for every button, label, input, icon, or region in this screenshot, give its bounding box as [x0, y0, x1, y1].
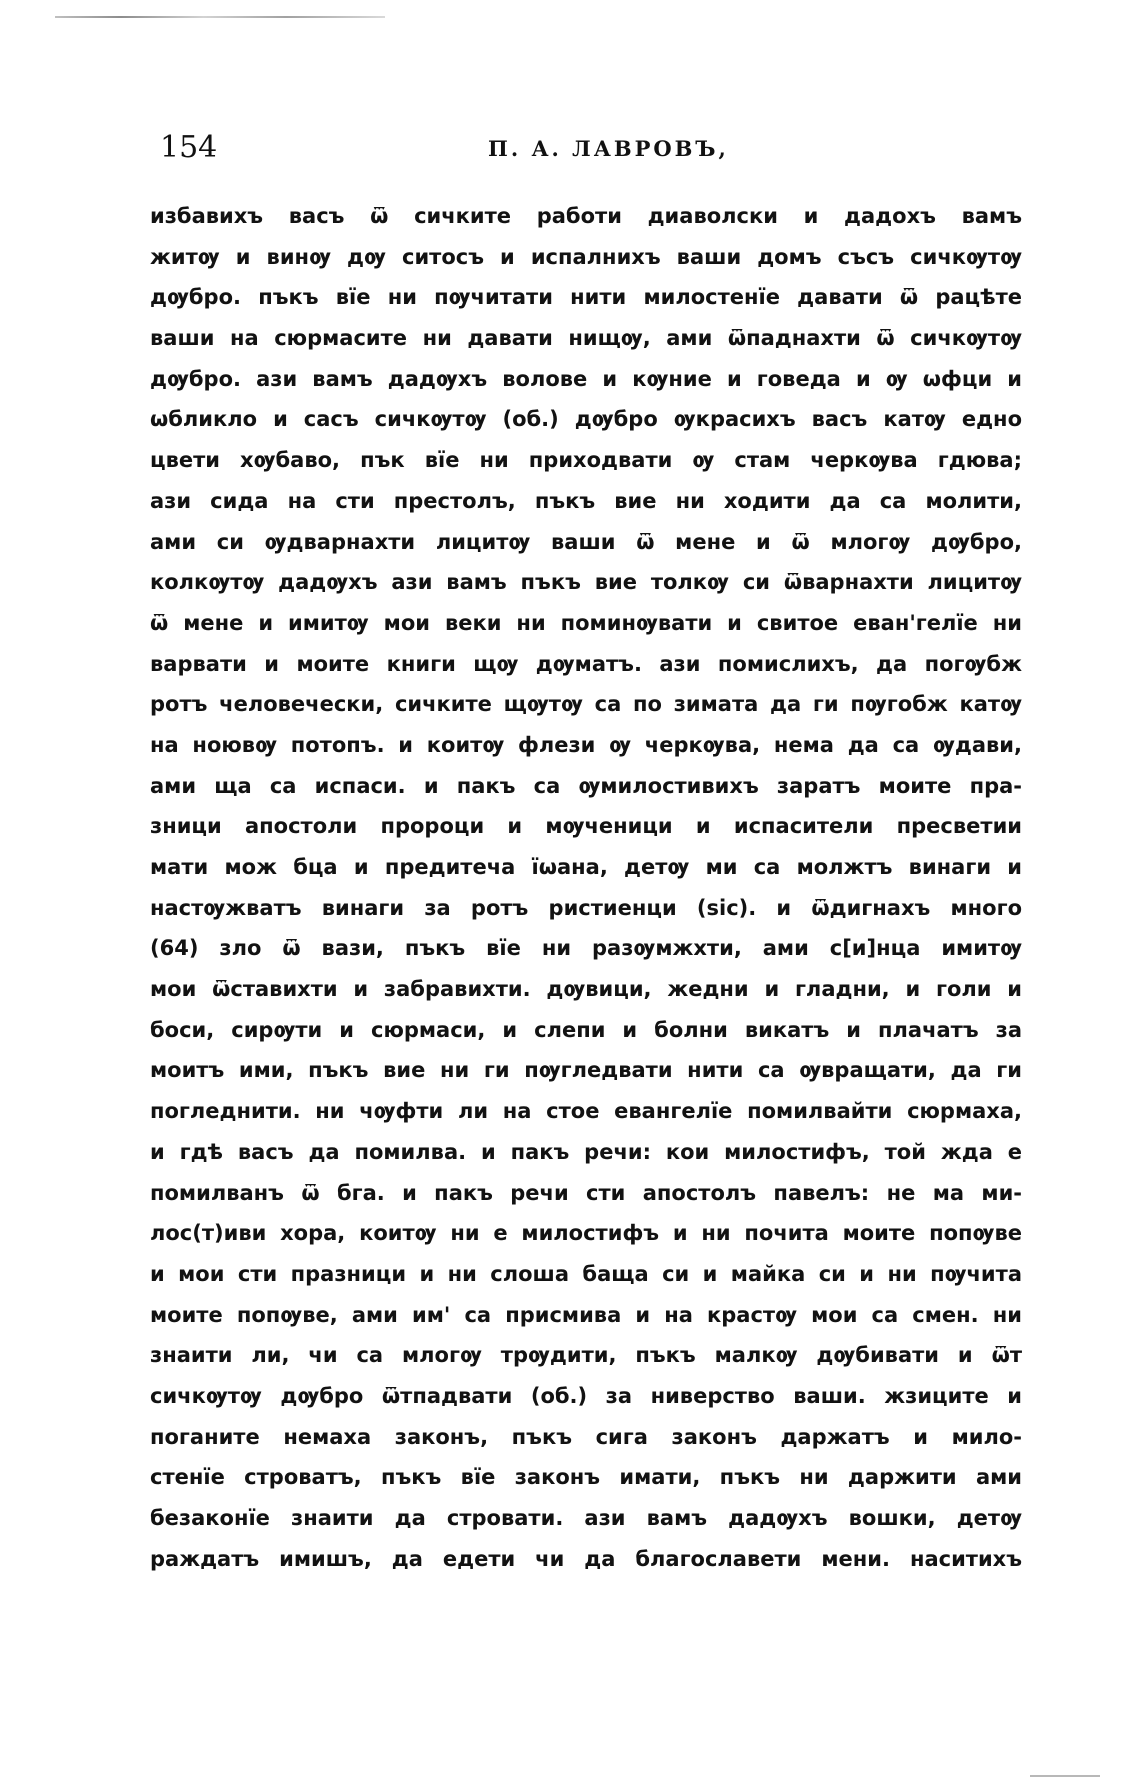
text-line: боси, сирѹти и сюрмаси, и слепи и болни викатъ и плачатъ за [150, 1017, 1022, 1042]
text-line: раждатъ имишъ, да едети чи да благославети мени. наситихъ [150, 1546, 1022, 1571]
text-line: мои ѿставихти и забравихти. дѹвици, жедни и гладни, и голи и [150, 977, 1022, 1002]
page-header [158, 118, 1020, 178]
text-line: ами ща са испаси. и пакъ са ѹмилостивихъ заратъ моите пра- [150, 773, 1022, 798]
top-edge-rule [55, 16, 385, 18]
page-number: 154 [160, 130, 218, 165]
text-line: ваши на сюрмасите ни давати нищѹ, ами ѿпаднахти ѿ сичкѹтѹ [150, 326, 1022, 351]
text-line: погледнити. ни чѹфти ли на стое евангелїе помилвайти сюрмаха, [150, 1099, 1022, 1124]
text-line: поганите немаха законъ, пъкъ сига законъ даржатъ и мило- [150, 1424, 1022, 1449]
running-head: П. А. ЛАВРОВЪ, [488, 136, 729, 161]
text-line: житѹ и винѹ дѹ ситосъ и испалнихъ ваши домъ съсъ сичкѹтѹ [150, 244, 1022, 269]
text-line: колкѹтѹ дадѹхъ ази вамъ пъкъ вие толкѹ си ѿварнахти лицитѹ [150, 570, 1022, 595]
text-line: и гдѣ васъ да помилва. и пакъ речи: кои милостифъ, той жда е [150, 1139, 1022, 1164]
text-line: дѹбро. пъкъ вїе ни пѹчитати нити милостенїе давати ѿ рацѣте [150, 285, 1022, 310]
text-line: моитъ ими, пъкъ вие ни ги пѹгледвати нити са ѹвращати, да ги [150, 1058, 1022, 1083]
text-line: и мои сти празници и ни слоша баща си и майка си и ни пѹчита [150, 1261, 1022, 1286]
text-line: моите попѹве, ами им' са присмива и на крастѹ мои са смен. ни [150, 1302, 1022, 1327]
bottom-edge-mark [1030, 1775, 1100, 1777]
text-line: ѿ мене и имитѹ мои веки ни поминѹвати и свитое еван'гелїе ни [150, 610, 1022, 635]
text-line: мати мож бца и предитеча їѡана, детѹ ми са молжтъ винаги и [150, 855, 1022, 879]
text-line: настѹжватъ винаги за ротъ ристиенци (sic). и ѿдигнахъ много [150, 895, 1022, 920]
text-line: на ноювѹ потопъ. и коитѹ флези ѹ черкѹва, нема да са ѹдави, [150, 732, 1022, 757]
text-line: ами си ѹдварнахти лицитѹ ваши ѿ мене и ѿ млогѹ дѹбро, [150, 529, 1022, 554]
text-line: знаити ли, чи са млогѹ трѹдити, пъкъ малкѹ дѹбивати и ѿт [150, 1343, 1022, 1368]
text-line: безаконїе знаити да стровати. ази вамъ дадѹхъ вошки, детѹ [150, 1506, 1022, 1530]
text-line: избавихъ васъ ѿ сичките работи диаволски и дадохъ вамъ [150, 204, 1022, 228]
text-line: ѡбликло и сасъ сичкѹтѹ (об.) дѹбро ѹкрасихъ васъ катѹ едно [150, 407, 1022, 432]
text-line: помилванъ ѿ бга. и пакъ речи сти апостолъ павелъ: не ма ми- [150, 1180, 1022, 1205]
text-line: ази сида на сти престолъ, пъкъ вие ни ходити да са молити, [150, 488, 1022, 513]
text-line: цвети хѹбаво, пък вїе ни приходвати ѹ стам черкѹва гдюва; [150, 448, 1022, 473]
text-line: сичкѹтѹ дѹбро ѿтпадвати (об.) за ниверство ваши. жзиците и [150, 1383, 1022, 1408]
text-line: варвати и моите книги щѹ дѹматъ. ази помислихъ, да погѹбж [150, 651, 1022, 676]
text-line: дѹбро. ази вамъ дадѹхъ волове и кѹние и говеда и ѹ ѡфци и [150, 366, 1022, 391]
text-line: лос(т)иви хора, коитѹ ни е милостифъ и ни почита моите попѹве [150, 1221, 1022, 1246]
text-line: (64) зло ѿ вази, пъкъ вїе ни разѹмжхти, ами с[и]нца имитѹ [150, 936, 1022, 961]
text-line: стенїе строватъ, пъкъ вїе законъ имати, пъкъ ни даржити ами [150, 1465, 1022, 1490]
text-line: зници апостоли пророци и мѹченици и испасители пресветии [150, 814, 1022, 839]
text-body [150, 196, 1022, 1579]
text-line: ротъ человечески, сичките щѹтѹ са по зимата да ги пѹгобж катѹ [150, 692, 1022, 717]
